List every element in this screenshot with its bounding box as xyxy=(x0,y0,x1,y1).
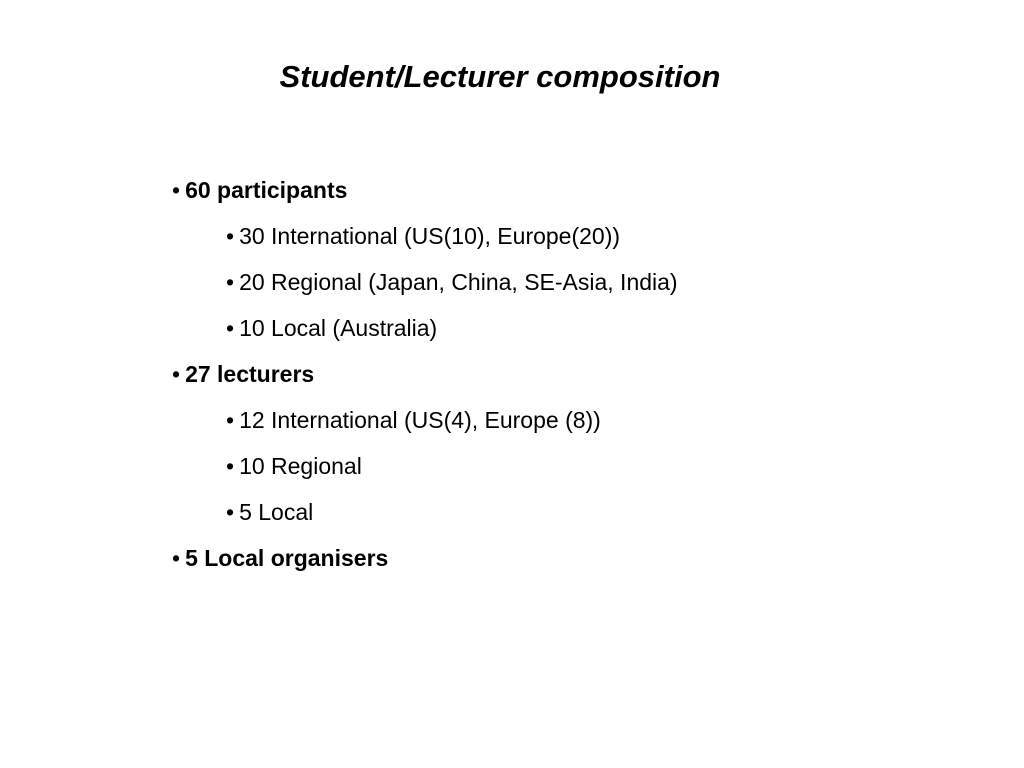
sub-bullet-item-local-lecturers xyxy=(172,498,992,526)
bullet-item-participants xyxy=(172,176,992,204)
bullet-text: 5 Local xyxy=(239,499,314,525)
sub-bullet-item-international-participants xyxy=(172,222,992,250)
bullet-text: 5 Local organisers xyxy=(185,545,389,571)
bullet-text: 10 Regional xyxy=(239,453,362,479)
bullet-icon: • xyxy=(172,361,181,387)
slide-title: Student/Lecturer composition xyxy=(279,59,721,94)
bullet-text: 12 International (US(4), Europe (8)) xyxy=(239,407,601,433)
bullet-item-local-organisers xyxy=(172,544,992,572)
bullet-text: 10 Local (Australia) xyxy=(239,315,438,341)
bullet-icon: • xyxy=(226,499,235,525)
bullet-text: 30 International (US(10), Europe(20)) xyxy=(239,223,621,249)
bullet-icon: • xyxy=(172,177,181,203)
sub-bullet-item-local-participants xyxy=(172,314,992,342)
bullet-icon: • xyxy=(226,223,235,249)
bullet-icon: • xyxy=(226,315,235,341)
sub-bullet-item-regional-participants xyxy=(172,268,992,296)
sub-bullet-item-regional-lecturers xyxy=(172,452,992,480)
bullet-list xyxy=(172,176,992,590)
bullet-text: 60 participants xyxy=(185,177,348,203)
bullet-icon: • xyxy=(226,407,235,433)
bullet-icon: • xyxy=(226,453,235,479)
sub-bullet-item-international-lecturers xyxy=(172,406,992,434)
bullet-text: 27 lecturers xyxy=(185,361,315,387)
bullet-text: 20 Regional (Japan, China, SE-Asia, India) xyxy=(239,269,678,295)
bullet-icon: • xyxy=(226,269,235,295)
bullet-icon: • xyxy=(172,545,181,571)
bullet-item-lecturers xyxy=(172,360,992,388)
